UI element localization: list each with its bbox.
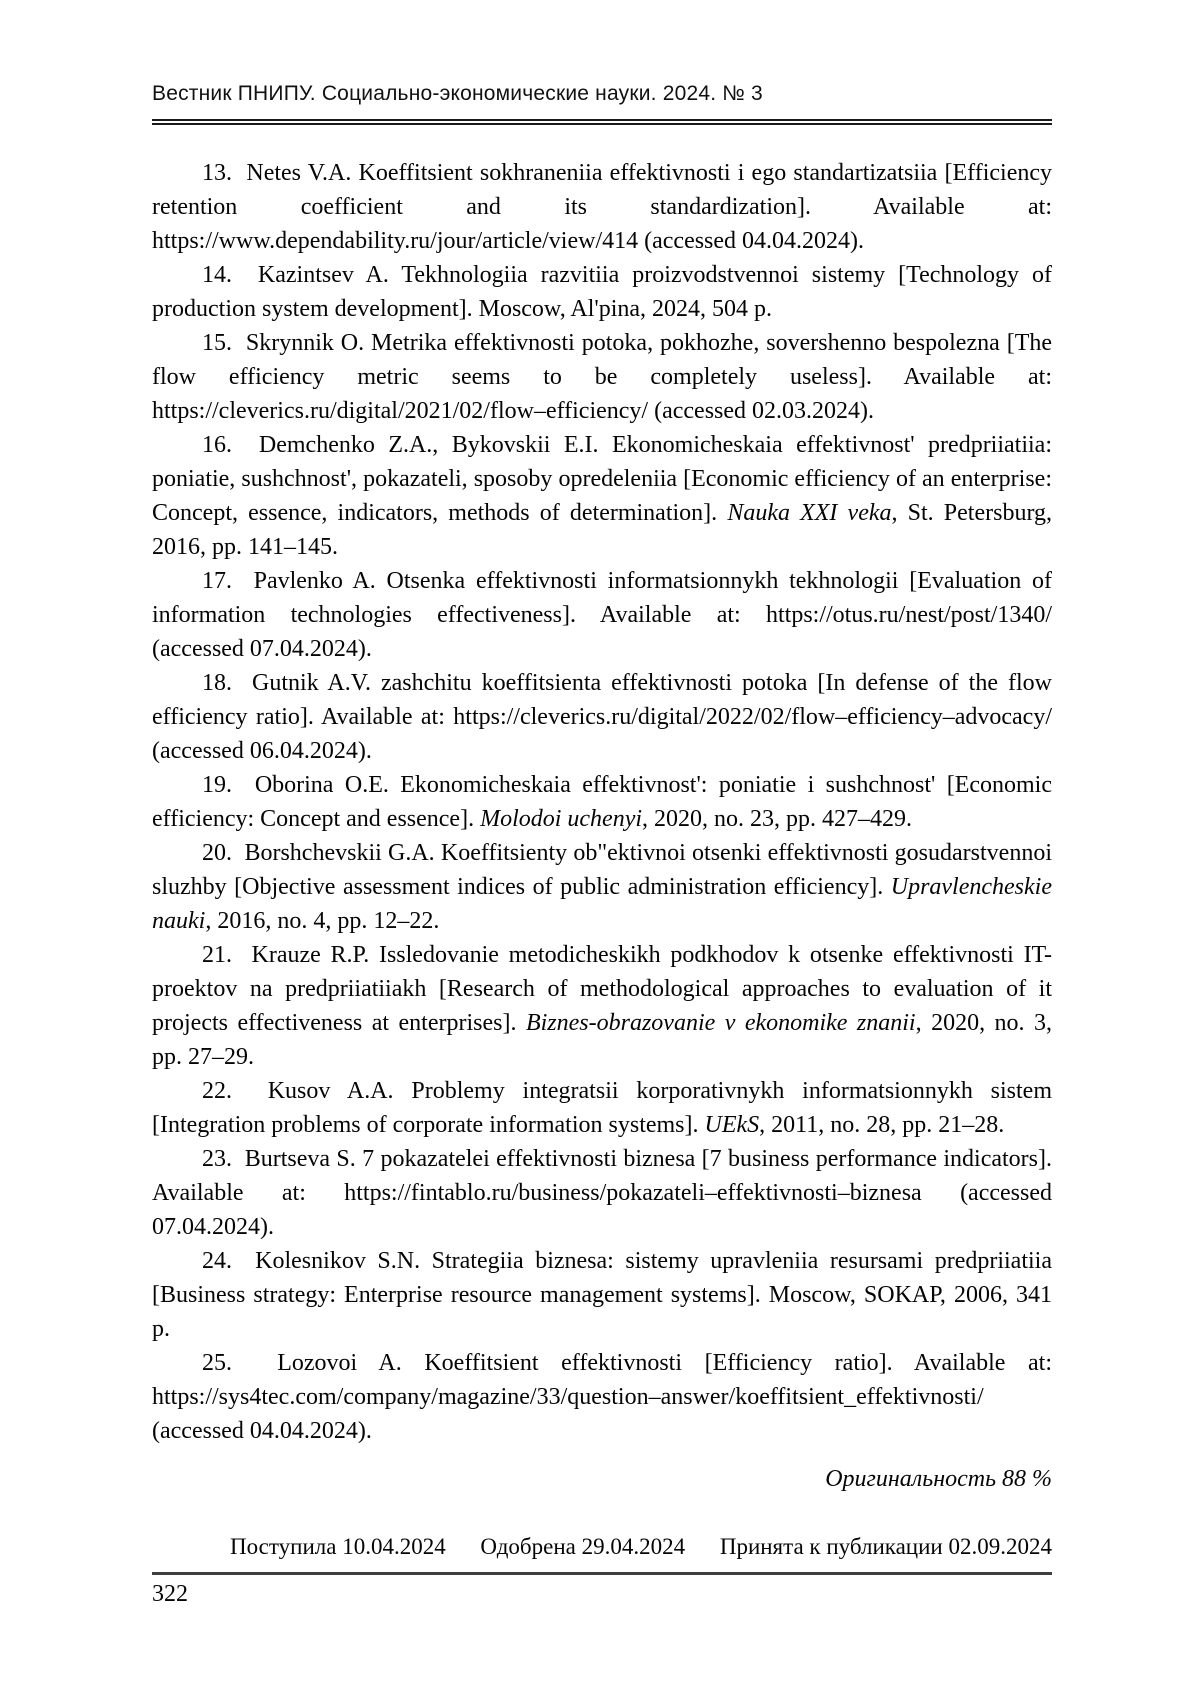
footer-rule	[152, 1572, 1052, 1575]
date-approved: Одобрена 29.04.2024	[480, 1534, 686, 1559]
reference-number: 21.	[202, 942, 252, 968]
reference-text: Netes V.A. Koeffitsient sokhraneniia effektivnosti i ego standartizatsiia [Efficiency retention coefficient and its standardization]. Available at: https://www.dependability.ru/jour/article/view/414 (accessed 04.04.2024).	[152, 160, 1053, 254]
reference-text: Demchenko Z.A., Bykovskii E.I. Ekonomicheskaia effektivnost' predpriiatiia: poniatie, sushchnost', pokazateli, sposoby opredeleniia [Economic efficiency of an enterprise: Concept, essence, indicators, methods of determination].	[152, 432, 1052, 526]
date-accepted: Принята к публикации 02.09.2024	[719, 1534, 1052, 1559]
reference-number: 14.	[202, 262, 258, 288]
dates-row	[152, 1532, 1052, 1562]
reference-number: 13.	[202, 160, 247, 186]
reference-journal-title: UEkS	[704, 1112, 760, 1138]
reference-item	[152, 1346, 1052, 1448]
reference-number: 17.	[202, 568, 254, 594]
reference-text: Kolesnikov S.N. Strategiia biznesa: sistemy upravleniia resursami predpriiatiia [Business strategy: Enterprise resource management systems]. Moscow, SOKAP, 2006, 341 p.	[152, 1248, 1052, 1342]
reference-text: , 2011, no. 28, pp. 21–28.	[759, 1112, 1005, 1138]
journal-running-header	[152, 81, 1052, 125]
reference-number: 15.	[202, 330, 246, 356]
reference-journal-title: Biznes-obrazovanie v ekonomike znanii	[525, 1010, 916, 1036]
reference-item	[152, 666, 1052, 768]
journal-title-line: Вестник ПНИПУ. Социально-экономические науки. 2024. № 3	[152, 82, 763, 105]
reference-text: , 2016, no. 4, pp. 12–22.	[205, 908, 440, 934]
reference-text: , 2020, no. 3, pp. 27–29.	[152, 1010, 1053, 1070]
reference-text: Krauze R.P. Issledovanie metodicheskikh podkhodov k otsenke effektivnosti IT-proektov na predpriiatiiakh [Research of methodological approaches to evaluation of it projects effectiveness at enterprises].	[152, 942, 1053, 1036]
reference-text: Oborina O.E. Ekonomicheskaia effektivnost': poniatie i sushchnost' [Economic efficiency: Concept and essence].	[152, 772, 1053, 832]
reference-number: 16.	[202, 432, 259, 458]
reference-text: Lozovoi A. Koeffitsient effektivnosti [Efficiency ratio]. Available at: https://sys4tec.com/company/magazine/33/question–answer/koeffitsient_effektivnosti/ (accessed 04.04.2024).	[152, 1350, 1053, 1444]
reference-text: Skrynnik O. Metrika effektivnosti potoka, pokhozhe, sovershenno bespolezna [The flow efficiency metric seems to be completely useless]. Available at: https://cleverics.ru/digital/2021/02/flow–efficiency/ (accessed 02.03.2024).	[152, 330, 1052, 424]
reference-number: 25.	[202, 1350, 278, 1376]
reference-item	[152, 564, 1052, 666]
reference-number: 20.	[202, 840, 245, 866]
page-number: 322	[152, 1581, 188, 1607]
reference-text: Gutnik A.V. zashchitu koeffitsienta effektivnosti potoka [In defense of the flow efficiency ratio]. Available at: https://cleverics.ru/digital/2022/02/flow–efficiency–advocacy/ (accessed 06.04.2024).	[152, 670, 1052, 764]
references-list	[152, 156, 1052, 1448]
reference-item	[152, 1074, 1052, 1142]
reference-number: 23.	[202, 1146, 245, 1172]
reference-item	[152, 836, 1052, 938]
reference-item	[152, 1142, 1052, 1244]
reference-item	[152, 428, 1052, 564]
reference-item	[152, 258, 1052, 326]
reference-text: , St. Petersburg, 2016, pp. 141–145.	[152, 500, 1053, 560]
reference-number: 18.	[202, 670, 253, 696]
reference-text: Burtseva S. 7 pokazatelei effektivnosti biznesa [7 business performance indicators]. Available at: https://fintablo.ru/business/pokazateli–effektivnosti–biznesa (accessed 07.04.2024).	[152, 1146, 1052, 1240]
reference-item	[152, 938, 1052, 1074]
reference-text: Kazintsev A. Tekhnologiia razvitiia proizvodstvennoi sistemy [Technology of production system development]. Moscow, Al'pina, 2024, 504 p.	[152, 262, 1053, 322]
reference-journal-title: Upravlencheskie nauki	[152, 874, 1052, 934]
reference-text: Kusov A.A. Problemy integratsii korporativnykh informatsionnykh sistem [Integration problems of corporate information systems].	[152, 1078, 1052, 1138]
reference-number: 22.	[202, 1078, 268, 1104]
reference-journal-title: Nauka XXI veka	[727, 500, 892, 526]
reference-item	[152, 768, 1052, 836]
date-received: Поступила 10.04.2024	[230, 1534, 446, 1559]
reference-number: 24.	[202, 1248, 256, 1274]
reference-number: 19.	[202, 772, 255, 798]
reference-item	[152, 156, 1052, 258]
reference-item	[152, 1244, 1052, 1346]
reference-journal-title: Molodoi uchenyi	[480, 806, 643, 832]
reference-text: Borshchevskii G.A. Koeffitsienty ob"ektivnoi otsenki effektivnosti gosudarstvennoi sluzhby [Objective assessment indices of public administration efficiency].	[152, 840, 1052, 900]
originality-note: Оригинальность 88 %	[825, 1466, 1052, 1492]
reference-text: Pavlenko A. Otsenka effektivnosti informatsionnykh tekhnologii [Evaluation of information technologies effectiveness]. Available at: https://otus.ru/nest/post/1340/ (accessed 07.04.2024).	[152, 568, 1053, 662]
reference-text: , 2020, no. 23, pp. 427–429.	[642, 806, 913, 832]
reference-item	[152, 326, 1052, 428]
